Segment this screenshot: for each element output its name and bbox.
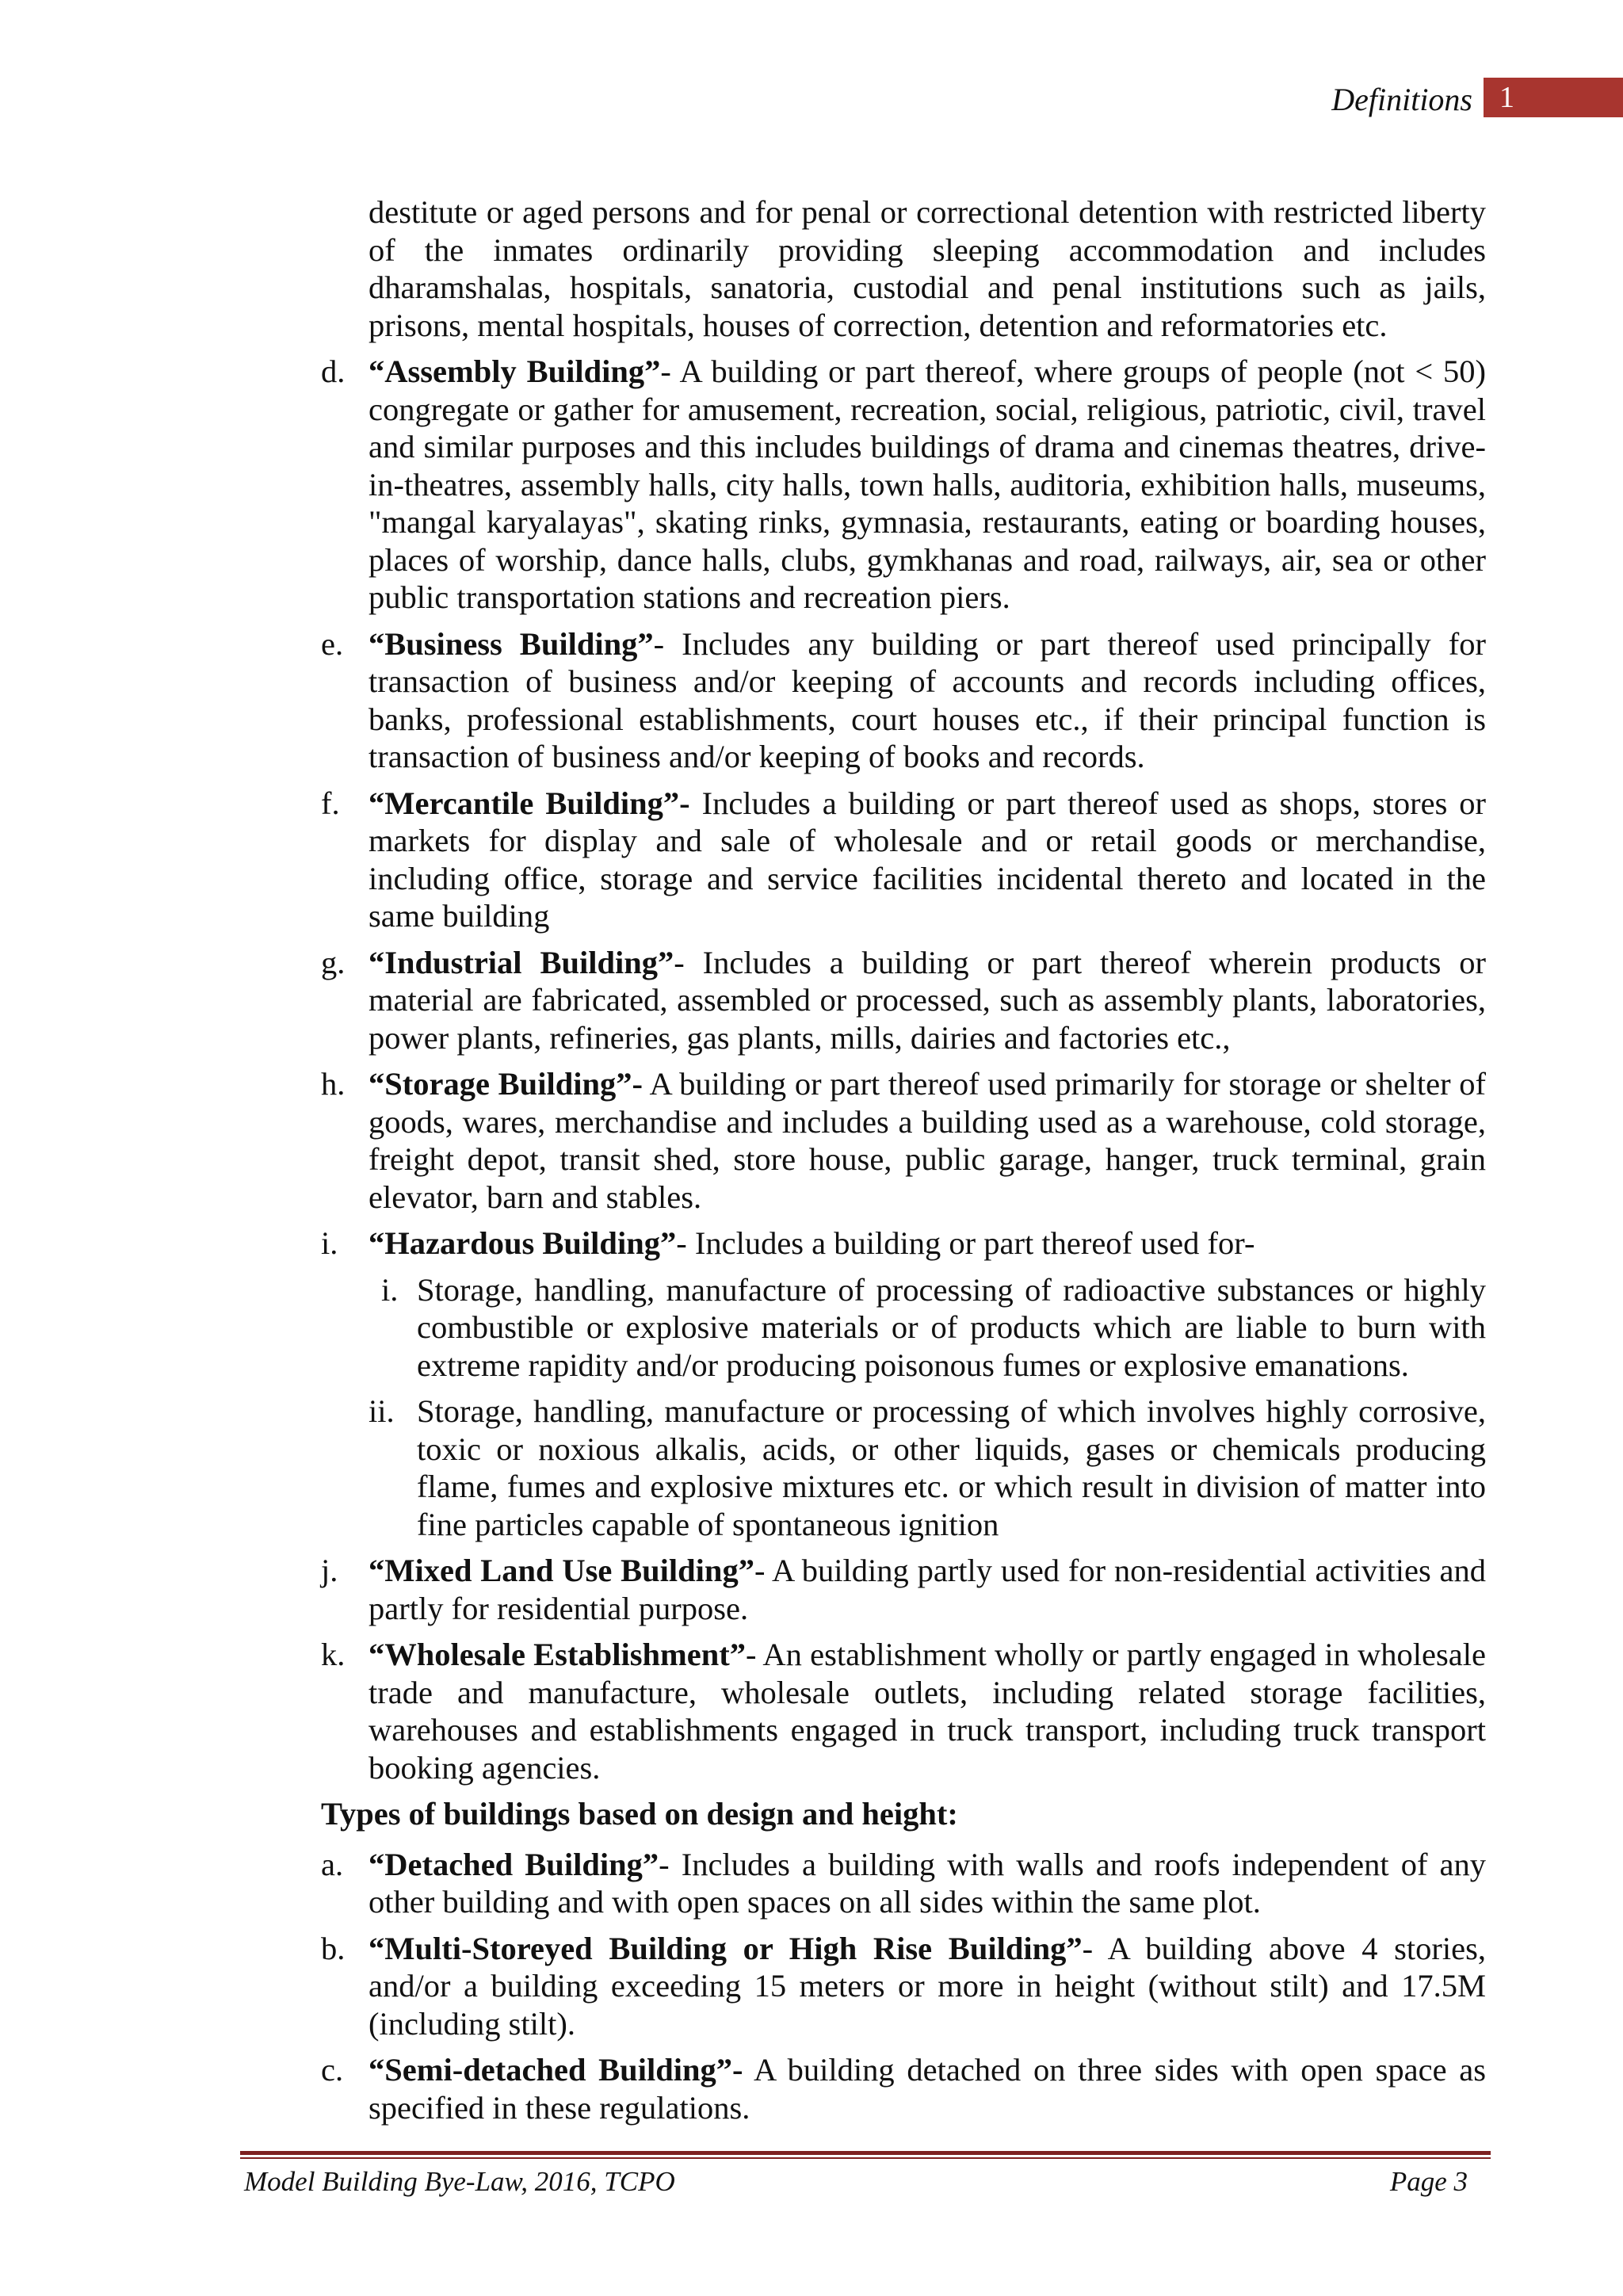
definition-item-storage (321, 1065, 1486, 1216)
item-term: “Mercantile Building”- (369, 785, 690, 821)
definition-item-mixed-land-use (321, 1552, 1486, 1627)
hazardous-subitem-2 (321, 1392, 1486, 1543)
item-dash: - (659, 1846, 670, 1882)
intro-paragraph: destitute or aged persons and for penal or correctional detention with restricted liberty of the inmates ordinarily providing sleeping accommodation and includes dharamshalas, hospitals, sanatoria, custodial and penal institutions such as jails, prisons, mental hospitals, houses of correction, detention and reformatories etc. (369, 194, 1486, 343)
item-text: Includes any building or part thereof used principally for transaction of business and/or keeping of accounts and records including offices, banks, professional establishments, court houses etc., if their principal function is transaction of business and/or keeping of books and records. (369, 625, 1486, 774)
item-dash: - (653, 625, 665, 662)
definition-item-high-rise (321, 1930, 1486, 2043)
definition-item-hazardous (321, 1224, 1486, 1263)
item-term: “Hazardous Building” (369, 1225, 677, 1261)
section-title: Definitions (1331, 82, 1472, 117)
footer-page-number: Page 3 (1389, 2166, 1468, 2197)
item-text: Includes a building or part thereof wherein products or material are fabricated, assembled or processed, such as assembly plants, laboratories, power plants, refineries, gas plants, mills, dairies and factories etc., (369, 944, 1486, 1056)
item-marker: e. (321, 625, 344, 662)
subitem-marker: i. (381, 1271, 399, 1308)
item-marker: a. (321, 1846, 344, 1882)
footer-divider-thin (240, 2157, 1491, 2159)
item-dash: - (660, 353, 671, 389)
item-term: “Detached Building” (369, 1846, 659, 1882)
item-term: “Assembly Building” (369, 353, 661, 389)
item-term: “Industrial Building” (369, 944, 674, 980)
item-text: Includes a building or part thereof used as shops, stores or markets for display and sale of wholesale and or retail goods or merchandise, including office, storage and service facilities incidental thereto and located in the same building (369, 785, 1486, 934)
item-text: Includes a building or part thereof used for- (686, 1225, 1255, 1261)
item-text: A building partly used for non-residential activities and partly for residential purpose. (369, 1553, 1486, 1626)
design-list (321, 1846, 1486, 2127)
definition-item-detached (321, 1846, 1486, 1921)
item-dash: - (1082, 1930, 1094, 1966)
definition-item-industrial (321, 944, 1486, 1057)
item-text: A building or part thereof, where groups of people (not < 50) congregate or gather for amusement, recreation, social, religious, patriotic, civil, travel and similar purposes and this includes buildings of drama and cinemas theatres, drive-in-theatres, assembly halls, city halls, town halls, auditoria, exhibition halls, museums, "mangal karyalayas", skating rinks, gymnasia, restaurants, eating or boarding houses, places of worship, dance halls, clubs, gymkhanas and road, railways, air, sea or other public transportation stations and recreation piers. (369, 353, 1486, 615)
item-term: “Wholesale Establishment” (369, 1637, 746, 1672)
subitem-text: Storage, handling, manufacture of processing of radioactive substances or highly combustible or explosive materials or of products which are liable to burn with extreme rapidity and/or producing poisonous fumes or explosive emanations. (417, 1271, 1486, 1383)
item-term: “Mixed Land Use Building” (369, 1553, 754, 1588)
item-marker: b. (321, 1930, 346, 1966)
definition-item-mercantile (321, 785, 1486, 935)
item-text: A building or part thereof used primarily for storage or shelter of goods, wares, merchandise and includes a building used as a warehouse, cold storage, freight depot, transit shed, store house, public garage, hanger, truck terminal, grain elevator, barn and stables. (369, 1066, 1486, 1215)
item-dash: - (676, 1225, 687, 1261)
item-dash: - (745, 1637, 757, 1672)
item-marker: i. (321, 1225, 338, 1261)
definition-item-wholesale (321, 1636, 1486, 1786)
document-body (321, 193, 1486, 2135)
occupancy-list (321, 353, 1486, 1786)
definition-item-semi-detached (321, 2051, 1486, 2126)
item-term: “Business Building” (369, 625, 654, 662)
hazardous-subitem-1 (321, 1271, 1486, 1385)
item-term: “Multi-Storeyed Building or High Rise Building” (369, 1930, 1083, 1966)
item-marker: c. (321, 2052, 344, 2088)
subitem-text: Storage, handling, manufacture or processing of which involves highly corrosive, toxic or noxious alkalis, acids, or other liquids, gases or chemicals producing flame, fumes and explosive mixtures etc. or which result in division of matter into fine particles capable of spontaneous ignition (417, 1393, 1486, 1542)
item-marker: k. (321, 1637, 346, 1672)
item-dash: - (754, 1553, 766, 1588)
definition-item-assembly (321, 353, 1486, 617)
design-section-heading: Types of buildings based on design and height: (321, 1796, 958, 1832)
item-text: Includes a building with walls and roofs independent of any other building and with open spaces on all sides within the same plot. (369, 1846, 1486, 1920)
footer-divider (240, 2151, 1491, 2155)
item-term: “Semi-detached Building”- (369, 2052, 743, 2088)
item-dash: - (674, 944, 685, 980)
page-badge: 1 (1484, 78, 1623, 117)
item-marker: d. (321, 353, 346, 389)
item-text: An establishment wholly or partly engaged in wholesale trade and manufacture, wholesale outlets, including related storage facilities, warehouses and establishments engaged in truck transport, including truck transport booking agencies. (369, 1637, 1486, 1786)
item-marker: g. (321, 944, 346, 980)
item-text: A building detached on three sides with open space as specified in these regulations. (369, 2052, 1486, 2126)
item-marker: f. (321, 785, 340, 821)
definition-item-business (321, 625, 1486, 776)
item-term: “Storage Building”- (369, 1066, 643, 1102)
item-marker: h. (321, 1066, 346, 1102)
subitem-marker: ii. (369, 1393, 395, 1429)
item-marker: j. (321, 1553, 338, 1588)
footer-document-title: Model Building Bye-Law, 2016, TCPO (244, 2166, 675, 2197)
item-text: A building above 4 stories, and/or a building exceeding 15 meters or more in height (without stilt) and 17.5M (including stilt). (369, 1930, 1486, 2042)
